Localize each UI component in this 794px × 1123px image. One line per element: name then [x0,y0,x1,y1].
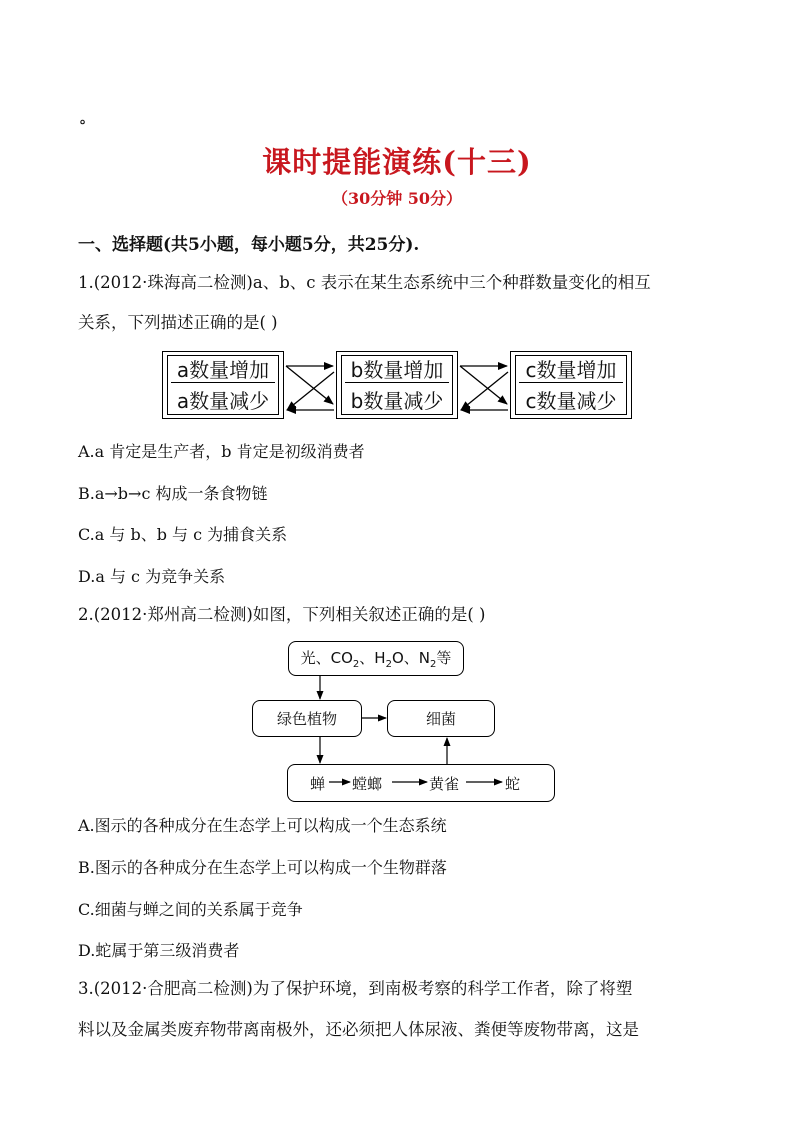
q2-abiotic-label [301,647,452,670]
q1-option-a: A.a 肯定是生产者，b 肯定是初级消费者 [78,442,365,461]
q2-chain-mantis: 螳螂 [352,775,383,793]
q2-abiotic-sub1: 2 [352,659,360,670]
page-subtitle: （30分钟 50分） [331,189,463,208]
q1-box-a-top: a数量增加 [176,358,270,382]
q3-stem-line1: 3.(2012·合肥高二检测)为了保护环境，到南极考察的科学工作者，除了将塑 [78,979,633,998]
q2-option-b: B.图示的各种成分在生态学上可以构成一个生物群落 [78,858,447,877]
q2-abiotic-box [288,641,464,676]
q1-option-c: C.a 与 b、b 与 c 为捕食关系 [78,525,288,544]
q2-abiotic-e: O、N [391,649,430,667]
q2-plant-label: 绿色植物 [276,710,337,728]
q2-bacteria-box [387,700,495,737]
q2-chain-snake: 蛇 [505,775,521,793]
q2-chain-oriole: 黄雀 [429,775,460,793]
q1-stem-line2: 关系，下列描述正确的是( ) [78,313,278,332]
q2-abiotic-sub2: 2 [385,659,392,670]
q1-box-a-bottom: a数量减少 [176,389,270,413]
q1-stem-line1: 1.(2012·珠海高二检测)a、b、c 表示在某生态系统中三个种群数量变化的相互 [78,273,651,292]
q2-food-chain-box [287,764,555,802]
q2-abiotic-c: 、H [359,649,386,667]
q2-abiotic-a: 光、CO [300,649,353,667]
q2-option-c: C.细菌与蝉之间的关系属于竞争 [78,900,303,919]
page-title: 课时提能演练(十三) [262,145,532,179]
q2-abiotic-g: 等 [436,649,452,667]
section-heading: 一、选择题(共5小题，每小题5分，共25分). [78,235,420,255]
q3-stem-line2: 料以及金属类废弃物带离南极外，还必须把人体尿液、粪便等废物带离，这是 [78,1020,639,1039]
q2-bacteria-label: 细菌 [425,710,456,728]
corner-mark: 。 [80,111,94,127]
q1-box-b-top: b数量增加 [350,358,444,382]
q1-box-c-top: c数量增加 [525,358,617,382]
q2-option-a: A.图示的各种成分在生态学上可以构成一个生态系统 [78,816,447,835]
q2-stem-line1: 2.(2012·郑州高二检测)如图，下列相关叙述正确的是( ) [78,605,486,624]
q1-box-b-bottom: b数量减少 [350,389,444,413]
q2-abiotic-sub3: 2 [429,659,437,670]
q2-option-d: D.蛇属于第三级消费者 [78,941,240,960]
q1-box-c-bottom: c数量减少 [525,389,617,413]
q1-option-b: B.a→b→c 构成一条食物链 [78,484,268,503]
q2-chain-cicada: 蝉 [310,775,326,793]
q2-plant-box [252,700,362,737]
q1-option-d: D.a 与 c 为竞争关系 [78,567,226,586]
